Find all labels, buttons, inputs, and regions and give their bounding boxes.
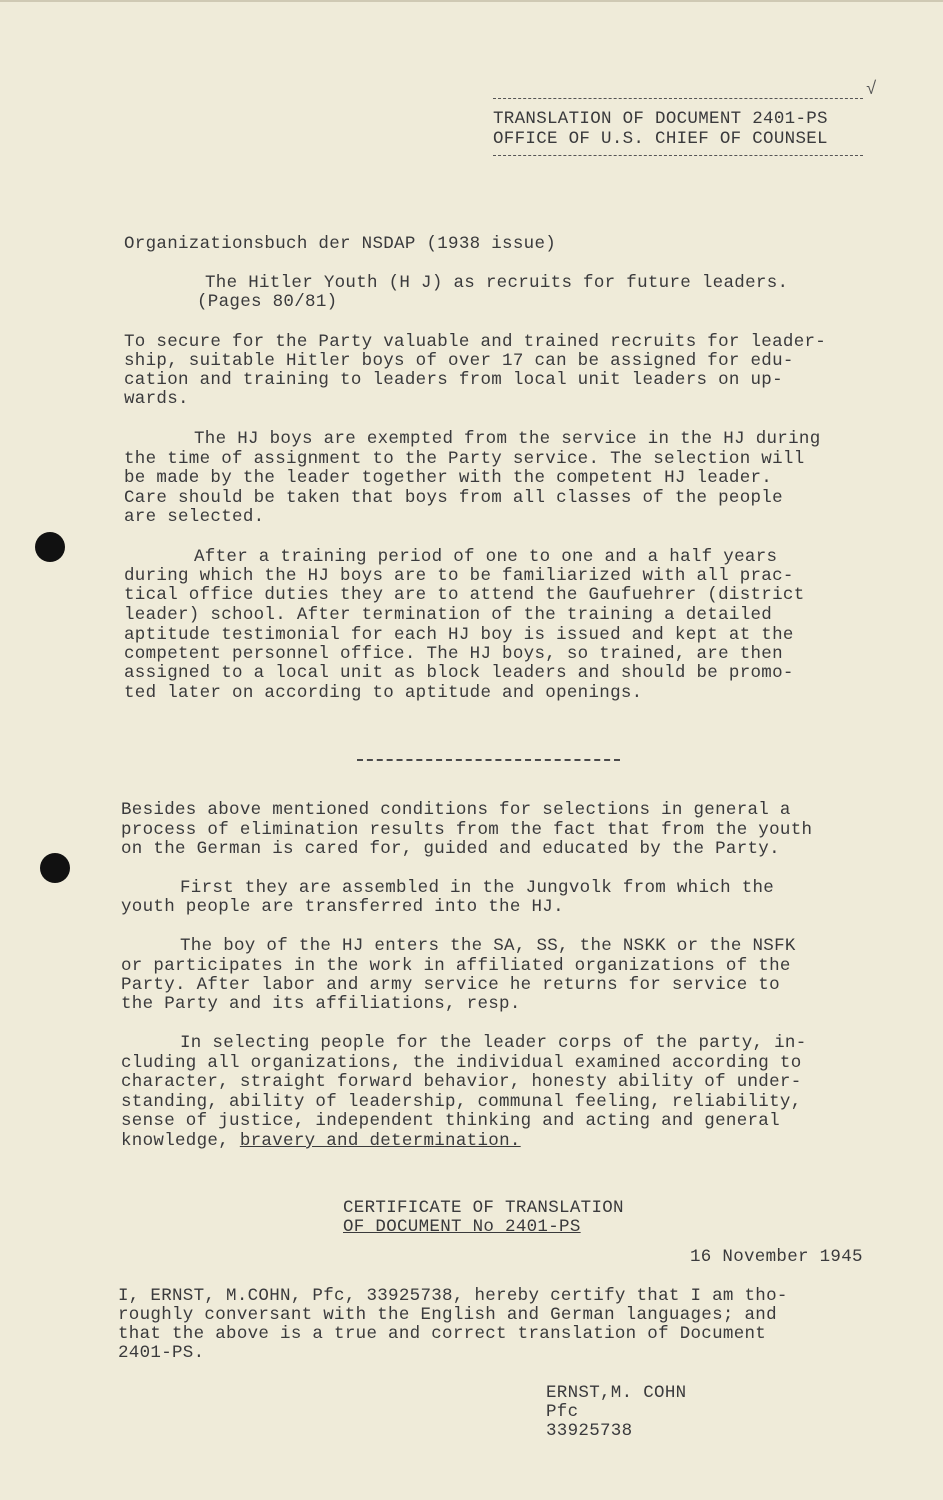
text-line: tical office duties they are to attend the Gaufuehrer (district xyxy=(124,585,805,605)
text-line: The HJ boys are exempted from the service in the HJ during xyxy=(194,429,821,449)
text-line: be made by the leader together with the competent HJ leader. xyxy=(124,468,773,488)
subtitle-line-2: (Pages 80/81) xyxy=(197,292,338,312)
text-line: After a training period of one to one and a half years xyxy=(194,547,778,567)
text-line: Besides above mentioned conditions for selections in general a xyxy=(121,800,791,820)
header-top-rule xyxy=(493,98,863,99)
header-bottom-rule xyxy=(493,155,863,156)
checkmark: √ xyxy=(866,80,877,100)
text-line: First they are assembled in the Jungvolk from which the xyxy=(180,878,775,898)
text-line: character, straight forward behavior, honesty ability of under- xyxy=(121,1072,802,1092)
text-line: youth people are transferred into the HJ. xyxy=(121,897,564,917)
subtitle-line-1: The Hitler Youth (H J) as recruits for future leaders. xyxy=(205,273,789,293)
text-line: The boy of the HJ enters the SA, SS, the NSKK or the NSFK xyxy=(180,936,796,956)
text-line: on the German is cared for, guided and educated by the Party. xyxy=(121,839,780,859)
punch-hole xyxy=(40,853,70,883)
text-line: the Party and its affiliations, resp. xyxy=(121,994,521,1014)
text-line: or participates in the work in affiliated organizations of the xyxy=(121,956,791,976)
text-line: I, ERNST, M.COHN, Pfc, 33925738, hereby certify that I am tho- xyxy=(118,1286,788,1306)
text-line: are selected. xyxy=(124,507,265,527)
signature-serial: 33925738 xyxy=(546,1421,633,1441)
text-line: during which the HJ boys are to be familiarized with all prac- xyxy=(124,566,794,586)
text-line: the time of assignment to the Party service. The selection will xyxy=(124,449,805,469)
header-line-2: OFFICE OF U.S. CHIEF OF COUNSEL xyxy=(493,129,828,149)
source-title: Organizationsbuch der NSDAP (1938 issue) xyxy=(124,234,557,254)
text-line: aptitude testimonial for each HJ boy is issued and kept at the xyxy=(124,625,794,645)
text-line: that the above is a true and correct translation of Document xyxy=(118,1324,767,1344)
text-line: 2401-PS. xyxy=(118,1343,205,1363)
text-line: assigned to a local unit as block leaders and should be promo- xyxy=(124,663,794,683)
certificate-subtitle: OF DOCUMENT No 2401-PS xyxy=(343,1217,581,1237)
section-separator xyxy=(357,759,620,761)
signature-name: ERNST,M. COHN xyxy=(546,1383,687,1403)
punch-hole xyxy=(35,532,65,562)
header-line-1: TRANSLATION OF DOCUMENT 2401-PS xyxy=(493,109,828,129)
text-line: ship, suitable Hitler boys of over 17 can be assigned for edu- xyxy=(124,351,794,371)
text-line: In selecting people for the leader corps of the party, in- xyxy=(180,1033,807,1053)
text-line: ted later on according to aptitude and openings. xyxy=(124,683,643,703)
text-line: cluding all organizations, the individual examined according to xyxy=(121,1053,802,1073)
underlined-text: bravery and determination. xyxy=(239,1131,521,1151)
text-line: Care should be taken that boys from all classes of the people xyxy=(124,488,783,508)
text-line: wards. xyxy=(124,389,189,409)
text-line: To secure for the Party valuable and trained recruits for leader- xyxy=(124,332,827,352)
text-line: sense of justice, independent thinking and acting and general xyxy=(121,1111,780,1131)
page-edge xyxy=(0,0,943,2)
text-line: competent personnel office. The HJ boys, so trained, are then xyxy=(124,644,783,664)
text-line: cation and training to leaders from local unit leaders on up- xyxy=(124,370,783,390)
text-line: process of elimination results from the fact that from the youth xyxy=(121,820,813,840)
text-line: roughly conversant with the English and German languages; and xyxy=(118,1305,777,1325)
text-line: Party. After labor and army service he returns for service to xyxy=(121,975,780,995)
text-line: standing, ability of leadership, communal feeling, reliability, xyxy=(121,1092,802,1112)
certificate-title: CERTIFICATE OF TRANSLATION xyxy=(343,1198,624,1218)
text-line xyxy=(121,1132,521,1152)
certificate-date: 16 November 1945 xyxy=(690,1247,863,1267)
signature-rank: Pfc xyxy=(546,1402,579,1422)
text-fragment: knowledge, xyxy=(121,1131,240,1151)
text-line: leader) school. After termination of the training a detailed xyxy=(124,605,773,625)
